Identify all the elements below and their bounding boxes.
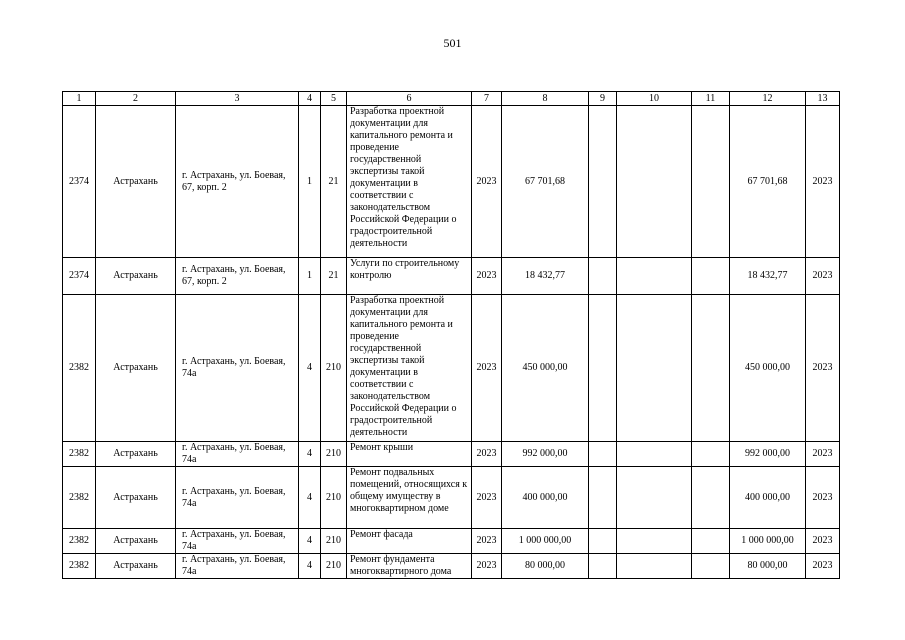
column-number: 10 — [617, 92, 692, 106]
total-cost-cell: 67 701,68 — [502, 106, 589, 258]
settlement-cell: Астрахань — [96, 529, 176, 554]
budget-share-cell — [617, 529, 692, 554]
owners-share-cell: 992 000,00 — [730, 442, 806, 467]
column-number: 5 — [321, 92, 347, 106]
budget-share-cell — [617, 258, 692, 295]
house-type-cell: 1 — [299, 106, 321, 258]
budget-share-cell — [617, 442, 692, 467]
row-number-cell: 2382 — [63, 529, 96, 554]
house-number-cell: 210 — [321, 295, 347, 442]
address-cell: г. Астрахань, ул. Боевая, 67, корп. 2 — [176, 106, 299, 258]
address-cell: г. Астрахань, ул. Боевая, 74а — [176, 529, 299, 554]
address-cell: г. Астрахань, ул. Боевая, 74а — [176, 467, 299, 529]
column-number: 9 — [589, 92, 617, 106]
settlement-cell: Астрахань — [96, 554, 176, 579]
total-cost-cell: 18 432,77 — [502, 258, 589, 295]
work-type-cell: Ремонт фундамента многоквартирного дома — [347, 554, 472, 579]
settlement-cell: Астрахань — [96, 106, 176, 258]
completion-year-cell: 2023 — [806, 106, 840, 258]
work-type-cell: Разработка проектной документации для капитального ремонта и проведение государственной экспертизы такой документации в соответствии с законодательством Российской Федерации о градостроительной деятельности — [347, 295, 472, 442]
owners-share-cell: 67 701,68 — [730, 106, 806, 258]
house-type-cell: 4 — [299, 529, 321, 554]
owners-share-cell: 80 000,00 — [730, 554, 806, 579]
column-number: 12 — [730, 92, 806, 106]
total-cost-cell: 992 000,00 — [502, 442, 589, 467]
house-number-cell: 21 — [321, 106, 347, 258]
house-type-cell: 4 — [299, 554, 321, 579]
row-number-cell: 2382 — [63, 295, 96, 442]
row-number-cell: 2382 — [63, 442, 96, 467]
column-number: 7 — [472, 92, 502, 106]
work-type-cell: Услуги по строительному контролю — [347, 258, 472, 295]
address-cell: г. Астрахань, ул. Боевая, 74а — [176, 442, 299, 467]
column-number: 2 — [96, 92, 176, 106]
house-type-cell: 4 — [299, 295, 321, 442]
column-number: 1 — [63, 92, 96, 106]
column-number: 11 — [692, 92, 730, 106]
house-number-cell: 210 — [321, 442, 347, 467]
work-type-cell: Ремонт фасада — [347, 529, 472, 554]
table-row — [63, 442, 840, 467]
row-number-cell: 2374 — [63, 258, 96, 295]
owners-share-cell: 1 000 000,00 — [730, 529, 806, 554]
row-number-cell: 2382 — [63, 554, 96, 579]
row-number-cell: 2382 — [63, 467, 96, 529]
completion-year-cell: 2023 — [806, 258, 840, 295]
table-row — [63, 295, 840, 442]
other-source-cell — [692, 554, 730, 579]
other-source-cell — [692, 258, 730, 295]
column-number: 8 — [502, 92, 589, 106]
settlement-cell: Астрахань — [96, 258, 176, 295]
work-year-cell: 2023 — [472, 442, 502, 467]
table-row — [63, 258, 840, 295]
other-source-cell — [692, 442, 730, 467]
work-type-cell: Ремонт подвальных помещений, относящихся к общему имуществу в многоквартирном доме — [347, 467, 472, 529]
settlement-cell: Астрахань — [96, 442, 176, 467]
house-number-cell: 210 — [321, 554, 347, 579]
work-year-cell: 2023 — [472, 529, 502, 554]
house-number-cell: 210 — [321, 467, 347, 529]
address-cell: г. Астрахань, ул. Боевая, 74а — [176, 554, 299, 579]
work-year-cell: 2023 — [472, 258, 502, 295]
fund-share-cell — [589, 295, 617, 442]
row-number-cell: 2374 — [63, 106, 96, 258]
work-type-cell: Разработка проектной документации для капитального ремонта и проведение государственной экспертизы такой документации в соответствии с законодательством Российской Федерации о градостроительной деятельности — [347, 106, 472, 258]
completion-year-cell: 2023 — [806, 529, 840, 554]
fund-share-cell — [589, 529, 617, 554]
page-number: 501 — [443, 36, 462, 50]
other-source-cell — [692, 295, 730, 442]
work-year-cell: 2023 — [472, 554, 502, 579]
column-number: 13 — [806, 92, 840, 106]
column-number: 3 — [176, 92, 299, 106]
budget-share-cell — [617, 554, 692, 579]
column-number: 4 — [299, 92, 321, 106]
total-cost-cell: 400 000,00 — [502, 467, 589, 529]
other-source-cell — [692, 529, 730, 554]
work-type-cell: Ремонт крыши — [347, 442, 472, 467]
table-row — [63, 554, 840, 579]
work-year-cell: 2023 — [472, 467, 502, 529]
budget-share-cell — [617, 106, 692, 258]
house-type-cell: 4 — [299, 442, 321, 467]
budget-share-cell — [617, 295, 692, 442]
house-number-cell: 21 — [321, 258, 347, 295]
column-number: 6 — [347, 92, 472, 106]
budget-share-cell — [617, 467, 692, 529]
total-cost-cell: 1 000 000,00 — [502, 529, 589, 554]
completion-year-cell: 2023 — [806, 442, 840, 467]
completion-year-cell: 2023 — [806, 467, 840, 529]
settlement-cell: Астрахань — [96, 467, 176, 529]
settlement-cell: Астрахань — [96, 295, 176, 442]
fund-share-cell — [589, 554, 617, 579]
house-type-cell: 1 — [299, 258, 321, 295]
house-type-cell: 4 — [299, 467, 321, 529]
register-table — [62, 91, 840, 579]
owners-share-cell: 18 432,77 — [730, 258, 806, 295]
fund-share-cell — [589, 258, 617, 295]
table-row — [63, 467, 840, 529]
total-cost-cell: 450 000,00 — [502, 295, 589, 442]
address-cell: г. Астрахань, ул. Боевая, 67, корп. 2 — [176, 258, 299, 295]
completion-year-cell: 2023 — [806, 295, 840, 442]
total-cost-cell: 80 000,00 — [502, 554, 589, 579]
fund-share-cell — [589, 106, 617, 258]
work-year-cell: 2023 — [472, 106, 502, 258]
owners-share-cell: 400 000,00 — [730, 467, 806, 529]
other-source-cell — [692, 106, 730, 258]
other-source-cell — [692, 467, 730, 529]
fund-share-cell — [589, 442, 617, 467]
house-number-cell: 210 — [321, 529, 347, 554]
address-cell: г. Астрахань, ул. Боевая, 74а — [176, 295, 299, 442]
work-year-cell: 2023 — [472, 295, 502, 442]
fund-share-cell — [589, 467, 617, 529]
table-row — [63, 529, 840, 554]
owners-share-cell: 450 000,00 — [730, 295, 806, 442]
completion-year-cell: 2023 — [806, 554, 840, 579]
table-row — [63, 106, 840, 258]
column-number-row — [63, 92, 840, 106]
